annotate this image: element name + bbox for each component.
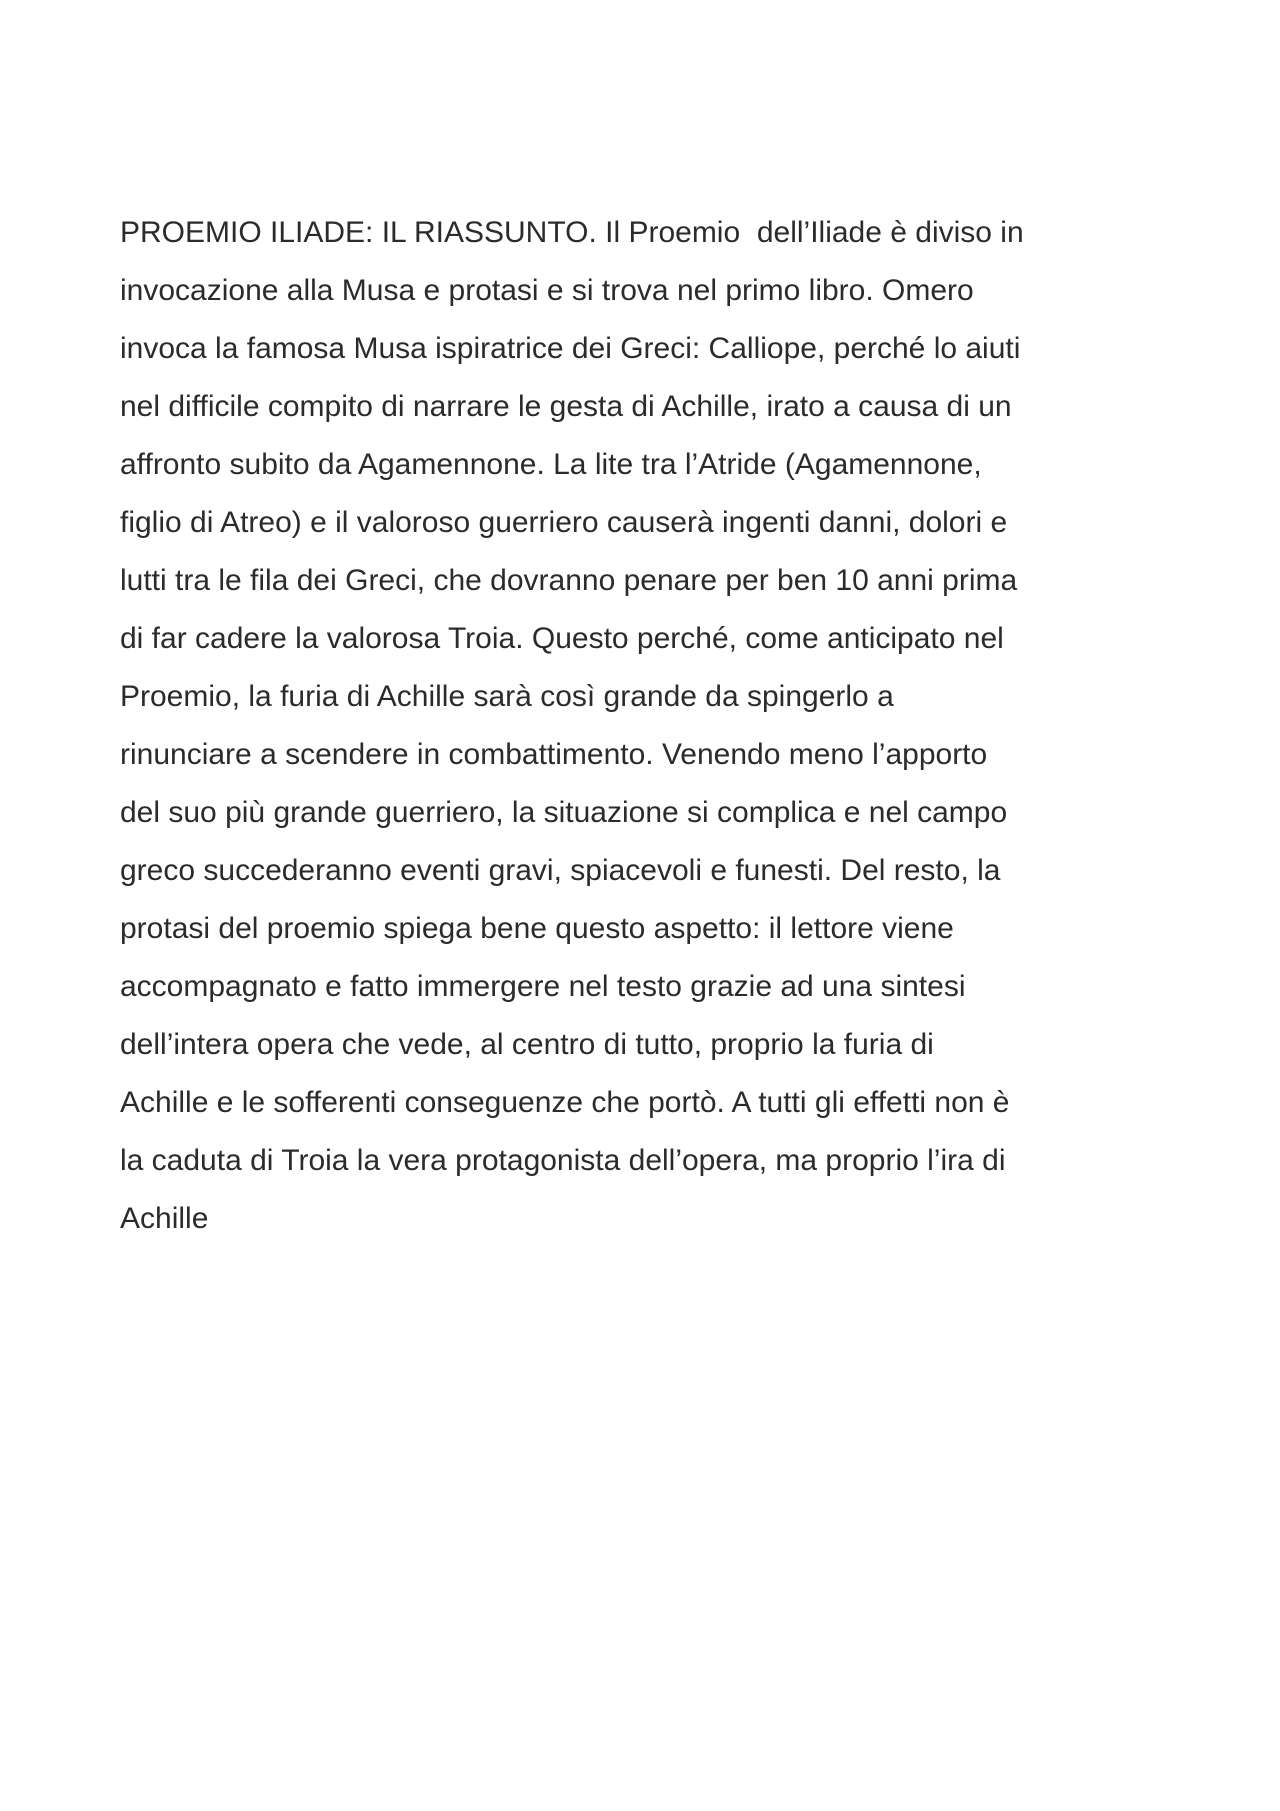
text-line: protasi del proemio spiega bene questo aspetto: il lettore viene <box>120 912 954 945</box>
text-line: dell’intera opera che vede, al centro di tutto, proprio la furia di <box>120 1028 934 1061</box>
text-line: del suo più grande guerriero, la situazione si complica e nel campo <box>120 796 1008 829</box>
text-line: Achille e le sofferenti conseguenze che portò. A tutti gli effetti non è <box>120 1086 1010 1119</box>
text-line: Achille <box>120 1202 209 1235</box>
text-line: affronto subito da Agamennone. La lite tra l’Atride (Agamennone, <box>120 448 982 481</box>
text-line: accompagnato e fatto immergere nel testo grazie ad una sintesi <box>120 970 966 1003</box>
text-line: figlio di Atreo) e il valoroso guerriero causerà ingenti danni, dolori e <box>120 506 1008 539</box>
text-line: invoca la famosa Musa ispiratrice dei Greci: Calliope, perché lo aiuti <box>120 332 1021 365</box>
text-line: invocazione alla Musa e protasi e si trova nel primo libro. Omero <box>120 274 974 307</box>
text-line: greco succederanno eventi gravi, spiacevoli e funesti. Del resto, la <box>120 854 1001 887</box>
text-line: di far cadere la valorosa Troia. Questo perché, come anticipato nel <box>120 622 1004 655</box>
text-line: PROEMIO ILIADE: IL RIASSUNTO. Il Proemio dell’Iliade è diviso in <box>120 216 1024 249</box>
text-line: lutti tra le fila dei Greci, che dovranno penare per ben 10 anni prima <box>120 564 1018 597</box>
text-line: la caduta di Troia la vera protagonista dell’opera, ma proprio l’ira di <box>120 1144 1006 1177</box>
body-paragraph <box>120 204 1170 1248</box>
text-line: rinunciare a scendere in combattimento. Venendo meno l’apporto <box>120 738 988 771</box>
text-line: Proemio, la furia di Achille sarà così grande da spingerlo a <box>120 680 894 713</box>
text-line: nel difficile compito di narrare le gesta di Achille, irato a causa di un <box>120 390 1012 423</box>
